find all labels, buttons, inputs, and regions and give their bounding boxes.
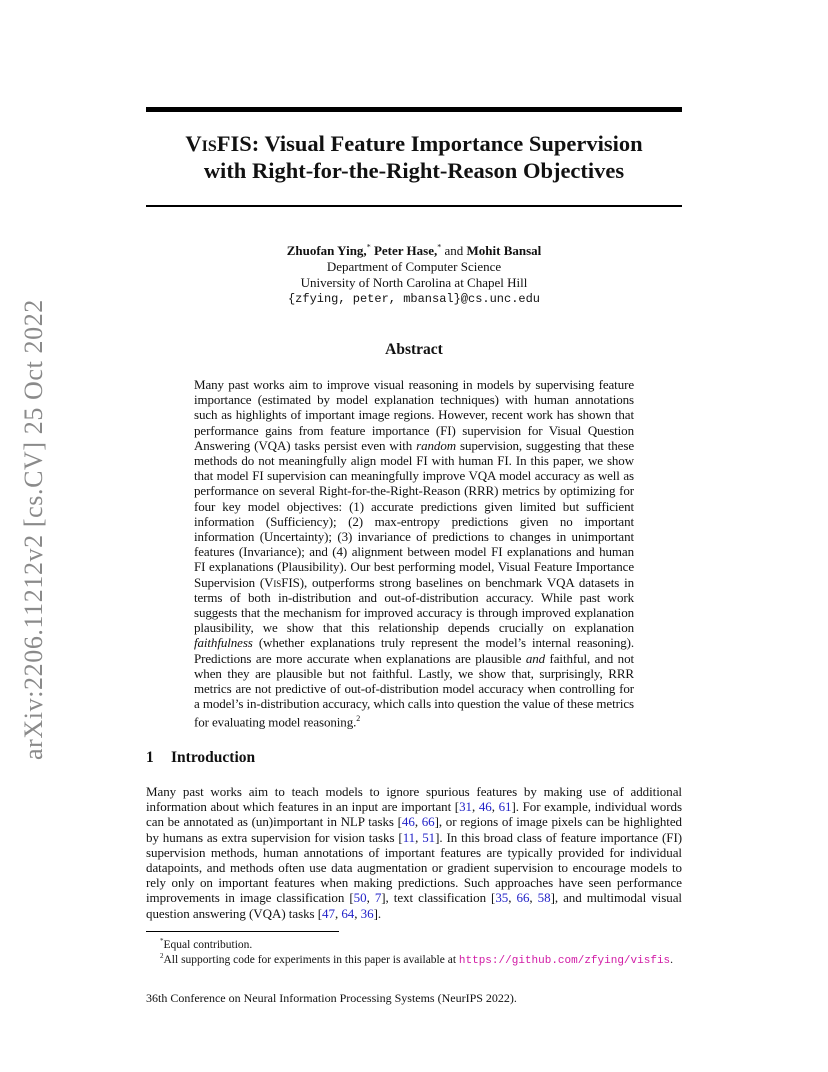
author-3: Mohit Bansal [466,243,542,258]
citation-link[interactable]: 7 [374,890,382,906]
title-line-1-rest: : Visual Feature Importance Supervision [251,131,643,156]
citation-link[interactable]: 36 [360,905,374,921]
abstract-body [194,377,634,730]
intro-text: ]. For example, individual words can be annotated as (un)important in NLP tasks [ [146,799,682,830]
abstract-text-3: ), outperforms strong baselines on benchmark VQA datasets in terms of both in-distribution and out-of-distribution accuracy. While past work suggests that the mechanism for improved accuracy is through improved explanation plausibility, we show that this relationship depends crucially on explanation [194,574,634,636]
intro-text: Many past works aim to teach models to ignore spurious features by making use of additional information about which features in an input are important [ [146,784,682,815]
citation-link[interactable]: 51 [422,829,436,845]
author-and: and [444,243,464,258]
citation-sep: , [508,890,517,906]
abstract-heading: Abstract [385,341,443,358]
footnote-1-text: Equal contribution. [163,938,253,951]
title-line-2: with Right-for-the-Right-Reason Objectives [203,158,625,183]
arxiv-identifier-stamp: arXiv:2206.11212v2 [cs.CV] 25 Oct 2022 [19,299,48,760]
code-repository-link[interactable]: https://github.com/zfying/visfis [458,954,671,967]
abstract-acronym: VisFIS [264,574,300,590]
author-university: University of North Carolina at Chapel Hill [300,275,528,290]
intro-text: ], or regions of image pixels can be highlighted by humans as extra supervision for vision tasks [ [146,814,682,845]
section-number: 1 [146,749,154,766]
abstract-text-5: faithful, and not when they are plausible but not faithful. Lastly, we show that, surprisingly, RRR metrics are not predictive of out-of-distribution model accuracy when controlling for a model’s in-distribution accuracy, which calls into question the value of these metrics for evaluating model reasoning. [194,650,634,730]
intro-text: ], text classification [ [381,890,496,906]
citation-link[interactable]: 61 [498,799,512,815]
title-bottom-rule [146,205,682,207]
citation-link[interactable]: 11 [402,829,416,845]
citation-link[interactable]: 46 [478,799,492,815]
abstract-text-2: supervision, suggesting that these methods do not meaningfully align model FI with human FI. In this paper, we show that model FI supervision can meaningfully improve VQA model accuracy as well as performance on several Right-for-the-Right-Reason (RRR) metrics by optimizing for four key model objectives: (1) accurate predictions given limited but sufficient information (Sufficiency); (2) max-entropy predictions given no important information (Uncertainty); (3) invariance of predictions to changes in unimportant features (Invariance); and (4) alignment between model FI explanations and human FI explanations (Plausibility). Our best performing model, Visual Feature Importance Supervision ( [194,437,634,590]
citation-sep: , [366,890,375,906]
abstract-text-4: (whether explanations truly represent the model’s internal reasoning). Predictions are more accurate when explanations are plausible [194,635,634,666]
author-1: Zhuofan Ying, [286,243,367,258]
author-2-mark: * [437,242,442,252]
title-acronym: VisFIS [185,131,252,156]
footnote-rule [146,931,339,932]
citation-link[interactable]: 50 [353,890,367,906]
citation-sep: , [415,829,423,845]
footnote-2-mark: 2 [160,952,164,960]
author-block [146,243,682,307]
title-top-rule [146,107,682,112]
citation-sep: , [414,814,422,830]
citation-link[interactable]: 66 [516,890,530,906]
author-1-mark: * [366,242,371,252]
citation-sep: , [529,890,538,906]
citation-link[interactable]: 47 [322,905,335,921]
footnote-2-end: . [670,953,674,966]
author-2: Peter Hase, [373,243,438,258]
section-heading-introduction [146,749,255,767]
footnote-2 [160,949,690,968]
venue-footer: 36th Conference on Neural Information Processing Systems (NeurIPS 2022). [146,991,517,1005]
paper-title [146,130,682,184]
intro-text: ], and multimodal visual question answering (VQA) tasks [ [146,890,682,921]
abstract-emphasis-and: and [525,650,546,666]
intro-text: ]. [373,905,382,921]
citation-link[interactable]: 66 [421,814,435,830]
intro-text: ]. In this broad class of feature importance (FI) supervision methods, human annotations of important features are typically provided for individual datapoints, and methods often use data augmentation or gradient supervision to encourage models to rely only on important features when making predictions. Such approaches have seen performance improvements in image classification [ [146,829,682,906]
citation-link[interactable]: 31 [459,799,472,815]
introduction-paragraph [146,784,682,921]
section-title: Introduction [171,749,256,766]
abstract-emphasis-faithfulness: faithfulness [194,635,253,651]
citation-link[interactable]: 46 [401,814,415,830]
citation-sep: , [354,905,361,921]
citation-sep: , [472,799,479,815]
author-department: Department of Computer Science [326,259,502,274]
citation-sep: , [491,799,499,815]
abstract-emphasis-random: random [416,437,457,453]
citation-link[interactable]: 58 [537,890,551,906]
citation-link[interactable]: 64 [341,905,355,921]
abstract-text-1: Many past works aim to improve visual reasoning in models by supervising feature importance (estimated by model explanation techniques) with human annotations such as highlights of important image regions. However, recent work has shown that performance gains from feature importance (FI) supervision for Visual Question Answering (VQA) tasks persist even with [194,377,634,453]
abstract-footnote-mark[interactable]: 2 [356,714,361,724]
citation-link[interactable]: 35 [495,890,509,906]
author-names [146,243,682,259]
footnote-1-mark: * [160,937,164,945]
title-line-1 [185,131,642,156]
footnote-2-text: All supporting code for experiments in this paper is available at [163,953,459,966]
citation-sep: , [334,905,342,921]
author-email[interactable]: {zfying, peter, mbansal}@cs.unc.edu [287,292,541,306]
